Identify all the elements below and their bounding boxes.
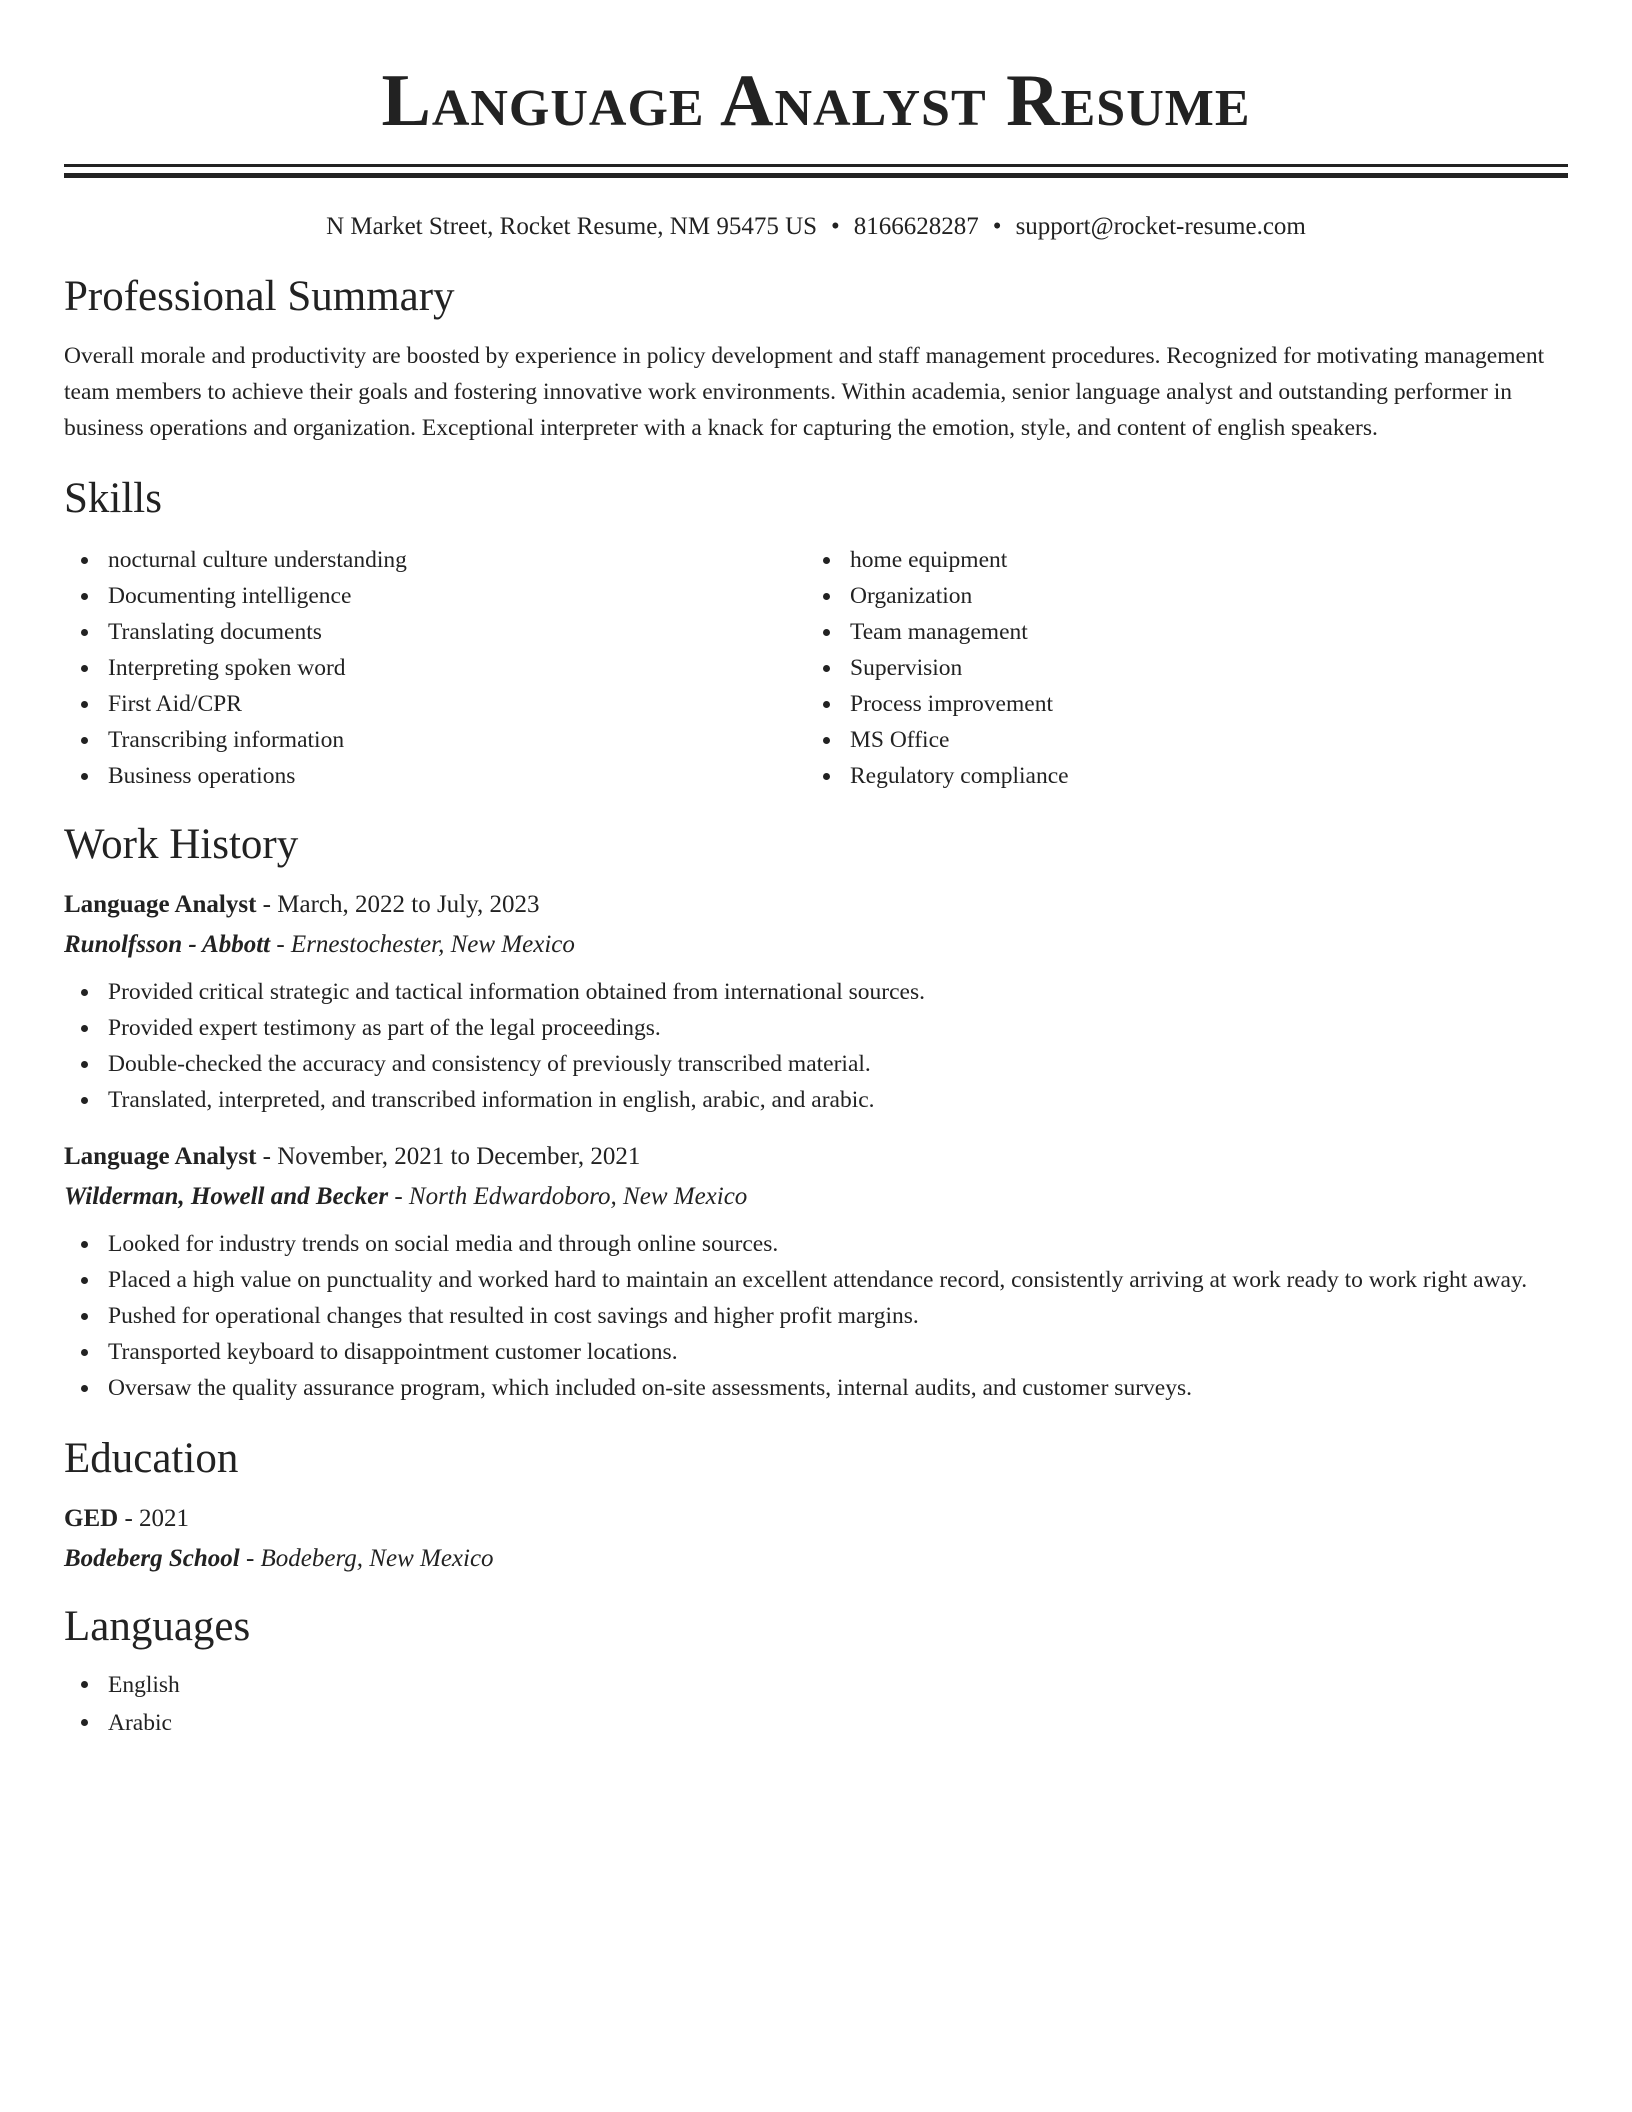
education-school: Bodeberg School [64, 1545, 240, 1572]
education-location: - Bodeberg, New Mexico [239, 1545, 494, 1572]
contact-separator: • [831, 213, 840, 240]
job-dates: - March, 2022 to July, 2023 [256, 891, 540, 918]
education-school-line [64, 1542, 1568, 1576]
job-bullets [64, 1226, 1568, 1406]
job-dates: - November, 2021 to December, 2021 [256, 1143, 641, 1170]
job-title-line [64, 888, 1568, 922]
job-bullet: Translated, interpreted, and transcribed information in english, arabic, and arabic. [64, 1082, 1568, 1118]
job-bullet: Looked for industry trends on social media and through online sources. [64, 1226, 1568, 1262]
skill-item: Team management [806, 614, 1548, 650]
job-title: Language Analyst [64, 1143, 257, 1170]
skill-item: Interpreting spoken word [64, 650, 806, 686]
languages-heading: Languages [64, 1603, 251, 1650]
contact-email: support@rocket-resume.com [1015, 213, 1306, 240]
summary-text: Overall morale and productivity are boosted by experience in policy development and staff management procedures. Recognized for motivating management team members to achieve their goals and fostering innovative work environments. Within academia, senior language analyst and outstanding performer in business operations and organization. Exceptional interpreter with a knack for capturing the emotion, style, and content of english speakers. [64, 343, 1545, 441]
skill-item: home equipment [806, 542, 1548, 578]
skill-item: nocturnal culture understanding [64, 542, 806, 578]
education-degree-line [64, 1502, 1568, 1536]
job-bullet: Pushed for operational changes that resulted in cost savings and higher profit margins. [64, 1298, 1568, 1334]
languages-list [64, 1666, 1568, 1742]
skills-list-right [806, 542, 1548, 794]
skills-columns [64, 542, 1568, 794]
language-item: English [64, 1666, 1568, 1704]
title-rule-top [64, 164, 1568, 167]
language-item: Arabic [64, 1704, 1568, 1742]
job-location: - Ernestochester, New Mexico [270, 931, 575, 958]
job-bullets [64, 974, 1568, 1118]
resume-title: Language Analyst Resume [381, 60, 1251, 142]
job-location: - North Edwardoboro, New Mexico [388, 1183, 748, 1210]
job-company-line [64, 928, 1568, 962]
skill-item: Organization [806, 578, 1548, 614]
skill-item: Business operations [64, 758, 806, 794]
job-entry [64, 1140, 1568, 1406]
job-company-line [64, 1180, 1568, 1214]
job-bullet: Oversaw the quality assurance program, which included on-site assessments, internal audits, and customer surveys. [64, 1370, 1568, 1406]
skill-item: First Aid/CPR [64, 686, 806, 722]
job-bullet: Provided expert testimony as part of the legal proceedings. [64, 1010, 1568, 1046]
skills-heading: Skills [64, 475, 162, 522]
skill-item: Documenting intelligence [64, 578, 806, 614]
skill-item: MS Office [806, 722, 1548, 758]
job-company: Wilderman, Howell and Becker [64, 1183, 389, 1210]
skill-item: Process improvement [806, 686, 1548, 722]
contact-phone: 8166628287 [853, 213, 979, 240]
education-year: - 2021 [118, 1505, 190, 1532]
contact-separator: • [992, 213, 1002, 240]
education-heading: Education [64, 1435, 239, 1482]
job-bullet: Provided critical strategic and tactical information obtained from international sources. [64, 974, 1568, 1010]
job-bullet: Double-checked the accuracy and consistency of previously transcribed material. [64, 1046, 1568, 1082]
contact-line [64, 212, 1568, 242]
education-degree: GED [64, 1505, 119, 1532]
job-company: Runolfsson - Abbott [64, 931, 271, 958]
skill-item: Translating documents [64, 614, 806, 650]
skill-item: Supervision [806, 650, 1548, 686]
job-bullet: Placed a high value on punctuality and worked hard to maintain an excellent attendance record, consistently arriving at work ready to work right away. [64, 1262, 1568, 1298]
job-title-line [64, 1140, 1568, 1174]
skill-item: Regulatory compliance [806, 758, 1548, 794]
skill-item: Transcribing information [64, 722, 806, 758]
title-rule-bottom [64, 173, 1568, 178]
job-entry [64, 888, 1568, 1118]
skills-list-left [64, 542, 806, 794]
job-bullet: Transported keyboard to disappointment customer locations. [64, 1334, 1568, 1370]
work-history-heading: Work History [64, 821, 299, 868]
contact-address: N Market Street, Rocket Resume, NM 95475 US [326, 213, 818, 240]
job-title: Language Analyst [64, 891, 257, 918]
summary-heading: Professional Summary [64, 273, 455, 320]
